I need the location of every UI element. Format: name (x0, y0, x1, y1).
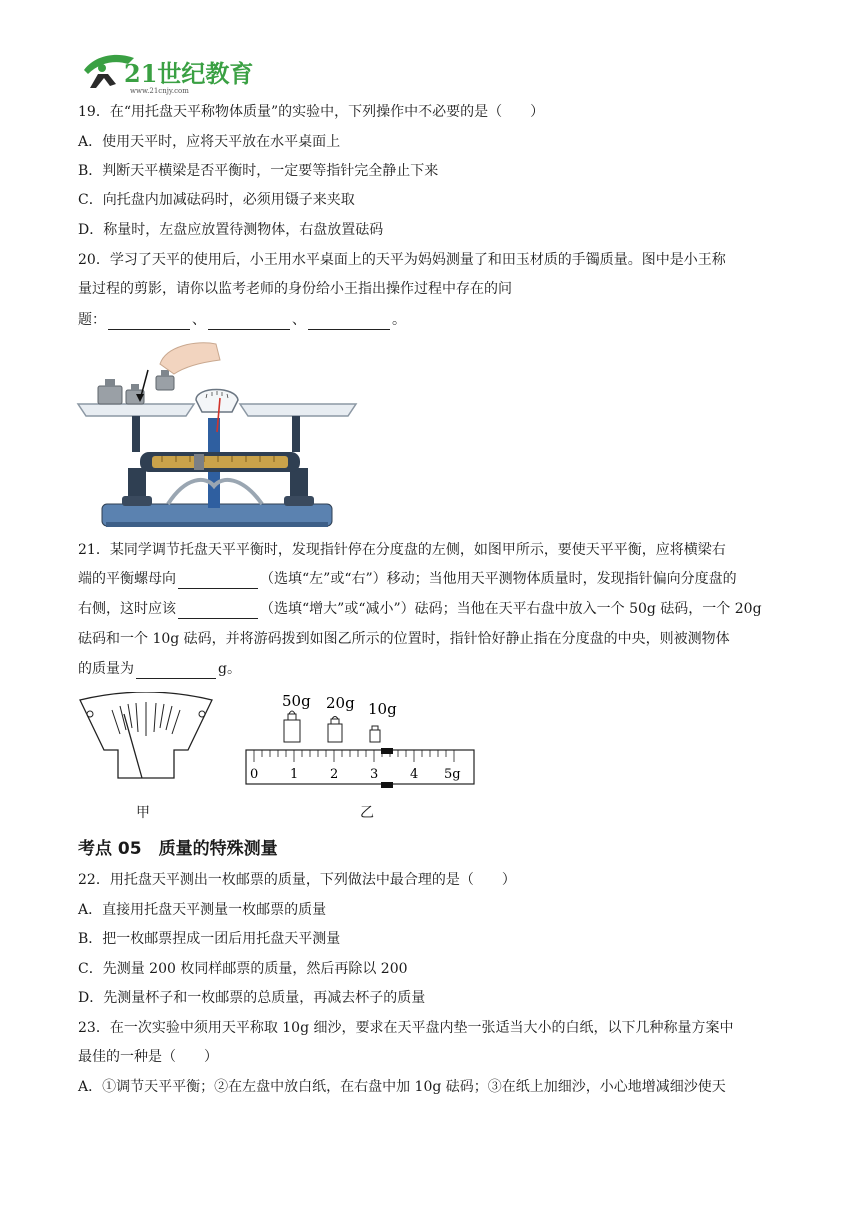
q21-line-3-b: （选填“增大”或“减小”）砝码；当他在天平右盘中放入一个 50g 砝码，一个 20g (260, 601, 762, 617)
q21-line-2-a: 端的平衡螺母向 (78, 571, 176, 587)
weight-label-50g: 50g (282, 692, 311, 710)
q20-line-3 (78, 310, 406, 330)
q20-blank-2[interactable] (208, 315, 290, 330)
q20-line-1: 20．学习了天平的使用后，小王用水平桌面上的天平为妈妈测量了和田玉材质的手镯质量。图中是小王称 (78, 252, 726, 268)
q20-sep-2: 、 (292, 312, 306, 328)
q21-line-3-a: 右侧，这时应该 (78, 601, 176, 617)
q22-option-d: D．先测量杯子和一枚邮票的总质量，再减去杯子的质量 (78, 990, 426, 1006)
ruler-label-0: 0 (250, 767, 259, 782)
q19-option-b: B．判断天平横梁是否平衡时，一定要等指针完全静止下来 (78, 163, 439, 179)
ruler-label-2: 2 (330, 767, 339, 782)
q23-line-1: 23．在一次实验中须用天平称取 10g 细沙，要求在天平盘内垫一张适当大小的白纸，以下几种称量方案中 (78, 1020, 734, 1036)
q21-line-1: 21．某同学调节托盘天平平衡时，发现指针停在分度盘的左侧，如图甲所示，要使天平平衡，应将横梁右 (78, 542, 726, 558)
site-logo (78, 48, 258, 96)
rider-top (381, 748, 393, 754)
weight-label-10g: 10g (368, 700, 397, 718)
q21-line-2-b: （选填“左”或“右”）移动；当他用天平测物体质量时，发现指针偏向分度盘的 (260, 571, 737, 587)
figure-label-jia: 甲 (136, 805, 150, 821)
q20-end: 。 (392, 312, 406, 328)
q19-stem: 19．在“用托盘天平称物体质量”的实验中，下列操作中不必要的是（ ） (78, 104, 545, 120)
q21-line-5-b: g。 (218, 661, 241, 677)
q21-line-2 (78, 569, 737, 589)
q20-sep-1: 、 (192, 312, 206, 328)
q21-blank-3[interactable] (136, 664, 216, 679)
q21-line-3 (78, 599, 762, 619)
q19-option-d: D．称量时，左盘应放置待测物体，右盘放置砝码 (78, 222, 384, 238)
q21-line-5-a: 的质量为 (78, 661, 134, 677)
section-heading-05: 考点 05 质量的特殊测量 (78, 839, 278, 859)
dial-figure-jia (76, 692, 216, 784)
q22-option-b: B．把一枚邮票捏成一团后用托盘天平测量 (78, 931, 341, 947)
q22-option-c: C．先测量 200 枚同样邮票的质量，然后再除以 200 (78, 961, 408, 977)
logo-subtext: www.21cnjy.com (130, 87, 189, 95)
q23-option-a: A．①调节天平平衡；②在左盘中放白纸，在右盘中加 10g 砝码；③在纸上加细沙，小心地增减细沙使天 (78, 1079, 726, 1095)
rider-ruler-figure-yi (240, 688, 480, 792)
ruler-label-1: 1 (290, 767, 299, 782)
q20-prefix: 题： (78, 312, 106, 328)
q19-option-a: A．使用天平时，应将天平放在水平桌面上 (78, 134, 341, 150)
q21-line-5 (78, 659, 241, 679)
q20-blank-1[interactable] (108, 315, 190, 330)
q23-line-2: 最佳的一种是（ ） (78, 1049, 218, 1065)
logo-text: 21世纪教育 (124, 59, 254, 88)
rider-bottom (381, 782, 393, 788)
weight-label-20g: 20g (326, 694, 355, 712)
q21-blank-2[interactable] (178, 604, 258, 619)
q21-line-4: 砝码和一个 10g 砝码，并将游码拨到如图乙所示的位置时，指针恰好静止指在分度盘的中央，则被测物体 (78, 631, 730, 647)
q19-option-c: C．向托盘内加减砝码时，必须用镊子来夹取 (78, 192, 355, 208)
q20-line-2: 量过程的剪影，请你以监考老师的身份给小王指出操作过程中存在的问 (78, 281, 512, 297)
q22-option-a: A．直接用托盘天平测量一枚邮票的质量 (78, 902, 327, 918)
q22-stem: 22．用托盘天平测出一枚邮票的质量，下列做法中最合理的是（ ） (78, 872, 516, 888)
figure-label-yi: 乙 (360, 805, 374, 821)
q20-blank-3[interactable] (308, 315, 390, 330)
balance-illustration (76, 336, 360, 530)
ruler-label-4: 4 (410, 767, 419, 782)
q21-blank-1[interactable] (178, 574, 258, 589)
ruler-label-5g: 5g (444, 767, 461, 782)
ruler-label-3: 3 (370, 767, 379, 782)
